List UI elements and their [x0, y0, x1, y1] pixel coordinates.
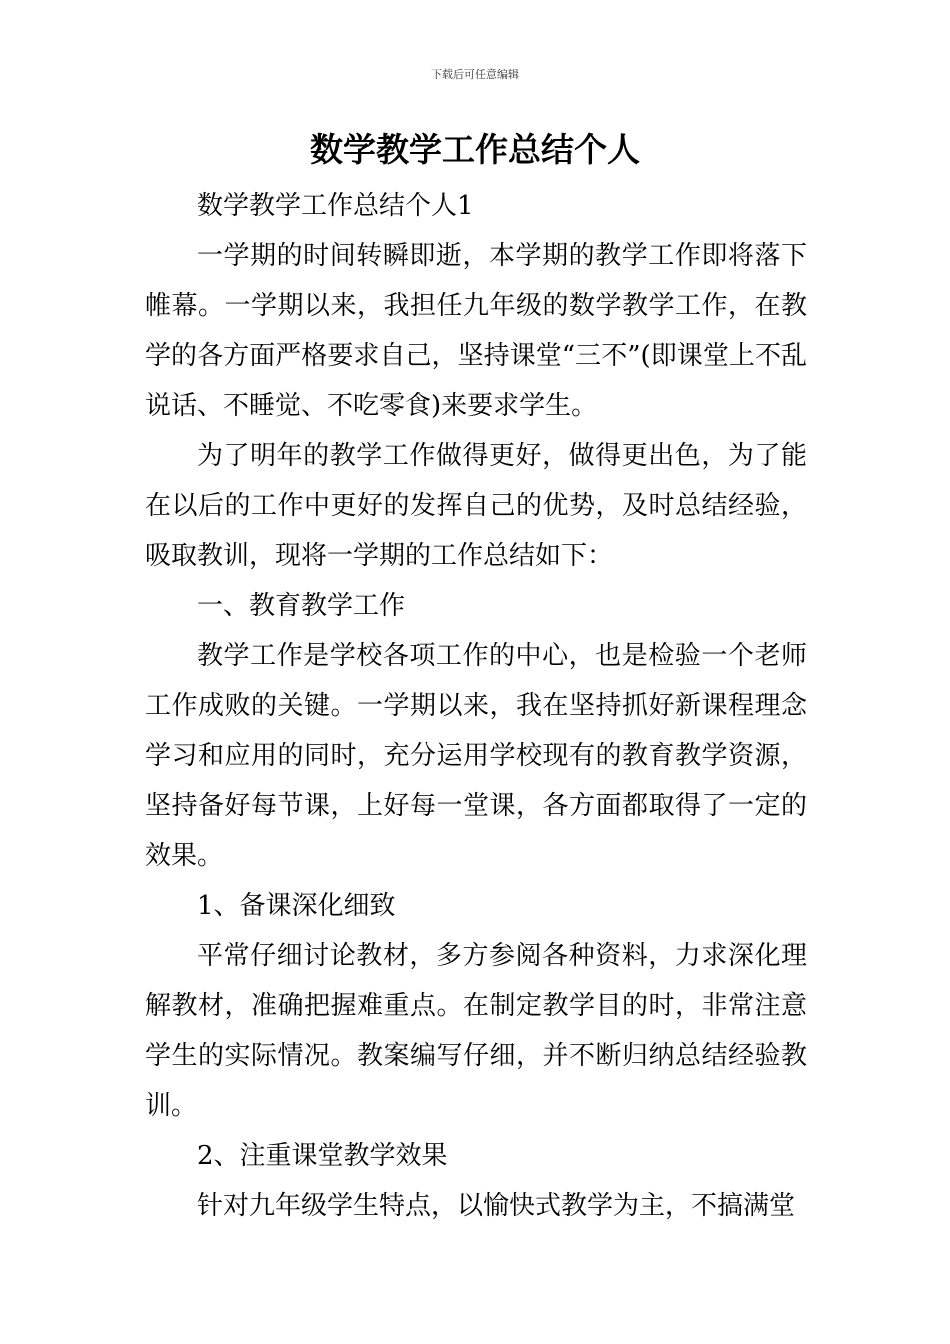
- document-body: [145, 181, 807, 1231]
- section-heading: 一、教育教学工作: [197, 591, 406, 621]
- body-paragraph: 平常仔细讨论教材，多方参阅各种资料，力求深化理解教材，准确把握难重点。在制定教学目的时，非常注意学生的实际情况。教案编写仔细，并不断归纳总结经验教训。: [145, 941, 807, 1121]
- subsection-heading: 1、备课深化细致: [197, 891, 396, 921]
- body-paragraph: 一学期的时间转瞬即逝，本学期的教学工作即将落下帷幕。一学期以来，我担任九年级的数学教学工作，在教学的各方面严格要求自己，坚持课堂“三不”(即课堂上不乱说话、不睡觉、不吃零食)来要求学生。: [145, 241, 807, 421]
- body-paragraph: 针对九年级学生特点，以愉快式教学为主，不搞满堂: [197, 1191, 796, 1221]
- subsection-heading: 2、注重课堂教学效果: [197, 1141, 448, 1171]
- page-title: 数学教学工作总结个人: [310, 130, 640, 169]
- header-note: 下载后可任意编辑: [431, 68, 519, 81]
- subtitle-paragraph: 数学教学工作总结个人1: [197, 191, 474, 221]
- body-paragraph: 教学工作是学校各项工作的中心，也是检验一个老师工作成败的关键。一学期以来，我在坚持抓好新课程理念学习和应用的同时，充分运用学校现有的教育教学资源，坚持备好每节课，上好每一堂课，各方面都取得了一定的效果。: [145, 641, 807, 871]
- body-paragraph: 为了明年的教学工作做得更好，做得更出色，为了能在以后的工作中更好的发挥自己的优势，及时总结经验，吸取教训，现将一学期的工作总结如下：: [145, 441, 807, 571]
